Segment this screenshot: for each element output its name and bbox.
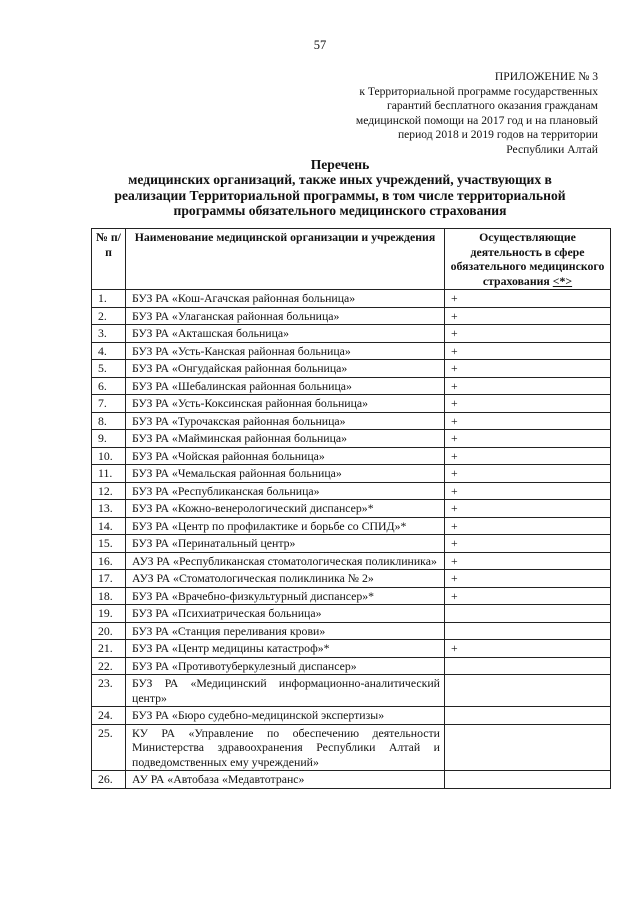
row-number: 17.: [92, 570, 126, 588]
table-row: [92, 605, 611, 623]
org-name: БУЗ РА «Станция переливания крови»: [126, 622, 445, 640]
row-number: 20.: [92, 622, 126, 640]
org-name: БУЗ РА «Центр по профилактике и борьбе со СПИД»*: [126, 517, 445, 535]
oms-mark: +: [445, 500, 611, 518]
table-row: [92, 412, 611, 430]
title-line: Перечень: [310, 157, 370, 172]
org-name: КУ РА «Управление по обеспечению деятельности Министерства здравоохранения Республики Алтай и подведомственных ему учреждений»: [126, 724, 445, 771]
row-number: 5.: [92, 360, 126, 378]
table-row: [92, 622, 611, 640]
org-name: АУ РА «Автобаза «Медавтотранс»: [126, 771, 445, 789]
row-number: 7.: [92, 395, 126, 413]
org-name: БУЗ РА «Медицинский информационно-аналитический центр»: [126, 675, 445, 707]
header-oms: [445, 229, 611, 290]
header-oms-label: Осуществляющие деятельность в сфере обязательного медицинского страхования: [450, 230, 605, 288]
oms-mark: +: [445, 640, 611, 658]
org-name: БУЗ РА «Врачебно-физкультурный диспансер»*: [126, 587, 445, 605]
row-number: 21.: [92, 640, 126, 658]
table-row: [92, 395, 611, 413]
oms-mark: +: [445, 430, 611, 448]
appendix-line: период 2018 и 2019 годов на территории: [397, 128, 598, 142]
org-name: БУЗ РА «Противотуберкулезный диспансер»: [126, 657, 445, 675]
oms-mark: [445, 622, 611, 640]
oms-mark: +: [445, 517, 611, 535]
oms-mark: +: [445, 482, 611, 500]
table-row: [92, 290, 611, 308]
page-number: 57: [313, 38, 327, 52]
appendix-line: к Территориальной программе государственных: [359, 84, 598, 98]
oms-mark: +: [445, 465, 611, 483]
org-name: БУЗ РА «Чойская районная больница»: [126, 447, 445, 465]
oms-mark: +: [445, 342, 611, 360]
org-name: БУЗ РА «Усть-Коксинская районная больница»: [126, 395, 445, 413]
org-name: БУЗ РА «Турочакская районная больница»: [126, 412, 445, 430]
table-row: [92, 465, 611, 483]
table-row: [92, 657, 611, 675]
row-number: 3.: [92, 325, 126, 343]
row-number: 18.: [92, 587, 126, 605]
org-name: БУЗ РА «Центр медицины катастроф»*: [126, 640, 445, 658]
row-number: 15.: [92, 535, 126, 553]
oms-mark: +: [445, 447, 611, 465]
org-name: БУЗ РА «Кош-Агачская районная больница»: [126, 290, 445, 308]
table-row: [92, 675, 611, 707]
table-row: [92, 640, 611, 658]
org-name: БУЗ РА «Улаганская районная больница»: [126, 307, 445, 325]
header-name: Наименование медицинской организации и учреждения: [126, 229, 445, 290]
appendix-line: гарантий бесплатного оказания гражданам: [386, 99, 598, 113]
oms-mark: +: [445, 570, 611, 588]
row-number: 19.: [92, 605, 126, 623]
org-name: БУЗ РА «Психиатрическая больница»: [126, 605, 445, 623]
oms-mark: +: [445, 377, 611, 395]
table-row: [92, 771, 611, 789]
org-name: АУЗ РА «Республиканская стоматологическая поликлиника»: [126, 552, 445, 570]
row-number: 2.: [92, 307, 126, 325]
row-number: 8.: [92, 412, 126, 430]
org-name: БУЗ РА «Бюро судебно-медицинской экспертизы»: [126, 707, 445, 725]
row-number: 13.: [92, 500, 126, 518]
table-row: [92, 707, 611, 725]
title-line: реализации Территориальной программы, в том числе территориальной: [114, 187, 566, 203]
row-number: 23.: [92, 675, 126, 707]
footnote-link[interactable]: <*>: [552, 273, 573, 288]
org-name: БУЗ РА «Перинатальный центр»: [126, 535, 445, 553]
row-number: 11.: [92, 465, 126, 483]
appendix-line: медицинской помощи на 2017 год и на плановый: [355, 113, 598, 127]
row-number: 14.: [92, 517, 126, 535]
document-title: [60, 157, 620, 219]
org-name: БУЗ РА «Республиканская больница»: [126, 482, 445, 500]
oms-mark: +: [445, 587, 611, 605]
oms-mark: [445, 657, 611, 675]
appendix-header: [356, 70, 598, 158]
table-row: [92, 517, 611, 535]
table-row: [92, 482, 611, 500]
row-number: 6.: [92, 377, 126, 395]
oms-mark: [445, 675, 611, 707]
oms-mark: +: [445, 325, 611, 343]
table-row: [92, 724, 611, 771]
org-name: БУЗ РА «Акташская больница»: [126, 325, 445, 343]
table-row: [92, 535, 611, 553]
row-number: 25.: [92, 724, 126, 771]
row-number: 9.: [92, 430, 126, 448]
table-row: [92, 307, 611, 325]
oms-mark: [445, 771, 611, 789]
org-name: БУЗ РА «Майминская районная больница»: [126, 430, 445, 448]
oms-mark: [445, 605, 611, 623]
org-name: БУЗ РА «Кожно-венерологический диспансер»*: [126, 500, 445, 518]
title-line: медицинских организаций, также иных учреждений, участвующих в: [128, 172, 552, 188]
table-row: [92, 430, 611, 448]
oms-mark: +: [445, 535, 611, 553]
table-row: [92, 500, 611, 518]
row-number: 4.: [92, 342, 126, 360]
org-name: БУЗ РА «Усть-Канская районная больница»: [126, 342, 445, 360]
org-name: БУЗ РА «Шебалинская районная больница»: [126, 377, 445, 395]
org-name: АУЗ РА «Стоматологическая поликлиника № 2»: [126, 570, 445, 588]
row-number: 1.: [92, 290, 126, 308]
table-row: [92, 342, 611, 360]
oms-mark: [445, 707, 611, 725]
oms-mark: +: [445, 412, 611, 430]
table-row: [92, 552, 611, 570]
org-name: БУЗ РА «Чемальская районная больница»: [126, 465, 445, 483]
appendix-line: ПРИЛОЖЕНИЕ № 3: [494, 70, 598, 83]
oms-mark: +: [445, 395, 611, 413]
table-row: [92, 325, 611, 343]
title-line: программы обязательного медицинского страхования: [173, 203, 507, 219]
oms-mark: [445, 724, 611, 771]
table-row: [92, 587, 611, 605]
appendix-line: Республики Алтай: [506, 142, 598, 156]
table-row: [92, 447, 611, 465]
oms-mark: +: [445, 552, 611, 570]
header-number: № п/п: [92, 229, 126, 290]
oms-mark: +: [445, 290, 611, 308]
row-number: 22.: [92, 657, 126, 675]
oms-mark: +: [445, 360, 611, 378]
table-row: [92, 360, 611, 378]
oms-mark: +: [445, 307, 611, 325]
row-number: 12.: [92, 482, 126, 500]
row-number: 16.: [92, 552, 126, 570]
organizations-table: [91, 228, 611, 789]
org-name: БУЗ РА «Онгудайская районная больница»: [126, 360, 445, 378]
table-header-row: [92, 229, 611, 290]
row-number: 24.: [92, 707, 126, 725]
table-row: [92, 570, 611, 588]
row-number: 26.: [92, 771, 126, 789]
table-row: [92, 377, 611, 395]
row-number: 10.: [92, 447, 126, 465]
